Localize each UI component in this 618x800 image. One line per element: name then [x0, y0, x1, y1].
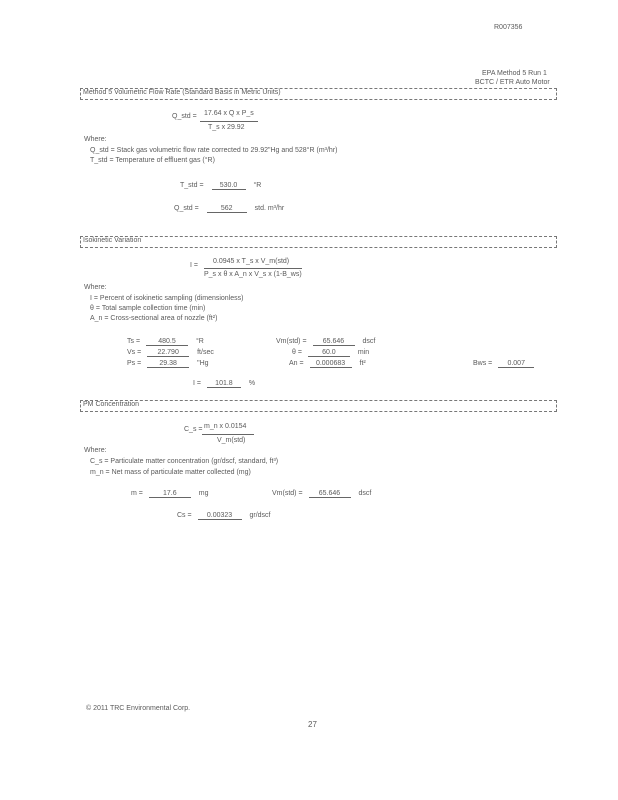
pm-definition-cs: C_s = Particulate matter concentration (gr/dscf, standard, ft³) [90, 458, 279, 465]
isokinetic-value: 101.8 [207, 380, 241, 388]
theta-unit: min [357, 349, 370, 356]
iso-equation-denominator: P_s x θ x A_n x V_s x (1-B_ws) [204, 271, 302, 278]
page-number: 27 [308, 720, 317, 729]
vmstd-unit: dscf [362, 338, 376, 345]
vs-unit: ft/sec [197, 349, 214, 356]
page-reference-1: EPA Method 5 Run 1 [482, 70, 547, 77]
ts-field [127, 338, 204, 346]
iso-definition-an: A_n = Cross-sectional area of nozzle (ft²) [90, 315, 218, 322]
ps-label: Ps = [127, 360, 142, 367]
qstd-unit: std. m³/hr [254, 205, 285, 212]
section-pm-header [80, 400, 557, 412]
document-id: R007356 [494, 24, 523, 31]
mn-label: m = [131, 490, 143, 497]
section-pm-title: PM Concentration [83, 401, 140, 408]
qstd-value: 562 [207, 205, 247, 213]
ts-unit: °R [195, 338, 204, 345]
pm-equation-numerator: m_n x 0.0154 [204, 423, 247, 430]
theta-field [292, 349, 369, 357]
qstd-label: Q_std = [174, 205, 199, 212]
pm-equation-lhs: C_s = [184, 426, 203, 433]
flow-equation-lhs: Q_std = [172, 113, 197, 120]
tstd-field [180, 182, 261, 190]
mn-value: 17.6 [149, 490, 191, 498]
iso-equation-lhs: I = [190, 262, 198, 269]
flow-definition-tstd: T_std = Temperature of effluent gas (°R) [90, 157, 215, 164]
isokinetic-unit: % [248, 380, 256, 387]
tstd-label: T_std = [180, 182, 204, 189]
pm-equation-fraction-line [202, 434, 254, 435]
tstd-value: 530.0 [212, 182, 246, 190]
theta-label: θ = [292, 349, 302, 356]
ts-label: Ts = [127, 338, 141, 345]
cs-label: Cs = [177, 512, 192, 519]
flow-equation-denominator: T_s x 29.92 [208, 124, 245, 131]
an-field [289, 360, 366, 368]
isokinetic-result [193, 380, 255, 388]
pm-vmstd-field [272, 490, 371, 498]
flow-equation-numerator: 17.64 x Q x P_s [204, 110, 254, 117]
ps-unit: "Hg [197, 360, 209, 367]
iso-where-label: Where: [84, 284, 107, 291]
bws-label: Bws = [473, 360, 493, 367]
cs-unit: gr/dscf [249, 512, 271, 519]
pm-vmstd-unit: dscf [358, 490, 372, 497]
bws-value: 0.007 [498, 360, 534, 368]
ts-value: 480.5 [146, 338, 188, 346]
vs-label: Vs = [127, 349, 142, 356]
iso-equation-numerator: 0.0945 x T_s x V_m(std) [213, 258, 290, 265]
section-flow-rate-title: Method 5 Volumetric Flow Rate (Standard Basis in Metric Units) [83, 89, 281, 96]
iso-definition-i: I = Percent of isokinetic sampling (dimensionless) [90, 295, 244, 302]
cs-value: 0.00323 [198, 512, 242, 520]
ps-value: 29.38 [147, 360, 189, 368]
theta-value: 60.0 [308, 349, 350, 357]
ps-field [127, 360, 209, 368]
qstd-field [174, 205, 284, 213]
mn-field [131, 490, 209, 498]
vmstd-field [276, 338, 375, 346]
isokinetic-label: I = [193, 380, 201, 387]
vmstd-value: 65.646 [313, 338, 355, 346]
section-isokinetic-header [80, 236, 557, 248]
section-flow-rate-header [80, 88, 557, 100]
an-value: 0.000683 [310, 360, 352, 368]
pm-definition-mn: m_n = Net mass of particulate matter collected (mg) [90, 469, 251, 476]
an-unit: ft² [359, 360, 366, 367]
mn-unit: mg [198, 490, 209, 497]
vmstd-label: Vm(std) = [276, 338, 307, 345]
vs-field [127, 349, 214, 357]
an-label: An = [289, 360, 304, 367]
iso-equation-fraction-line [204, 268, 302, 269]
footer-copyright: © 2011 TRC Environmental Corp. [86, 705, 191, 712]
section-isokinetic-title: Isokinetic Variation [83, 237, 142, 244]
pm-where-label: Where: [84, 447, 107, 454]
pm-vmstd-value: 65.646 [309, 490, 351, 498]
cs-field [177, 512, 271, 520]
pm-vmstd-label: Vm(std) = [272, 490, 303, 497]
tstd-unit: °R [253, 182, 262, 189]
vs-value: 22.790 [147, 349, 189, 357]
flow-definition-qstd: Q_std = Stack gas volumetric flow rate corrected to 29.92"Hg and 528°R (m³/hr) [90, 147, 338, 154]
iso-definition-theta: θ = Total sample collection time (min) [90, 305, 206, 312]
pm-equation-denominator: V_m(std) [217, 437, 246, 444]
bws-field [473, 360, 534, 368]
flow-where-label: Where: [84, 136, 107, 143]
flow-equation-fraction-line [200, 121, 258, 122]
page-reference-2: BCTC / ETR Auto Motor [475, 79, 550, 86]
